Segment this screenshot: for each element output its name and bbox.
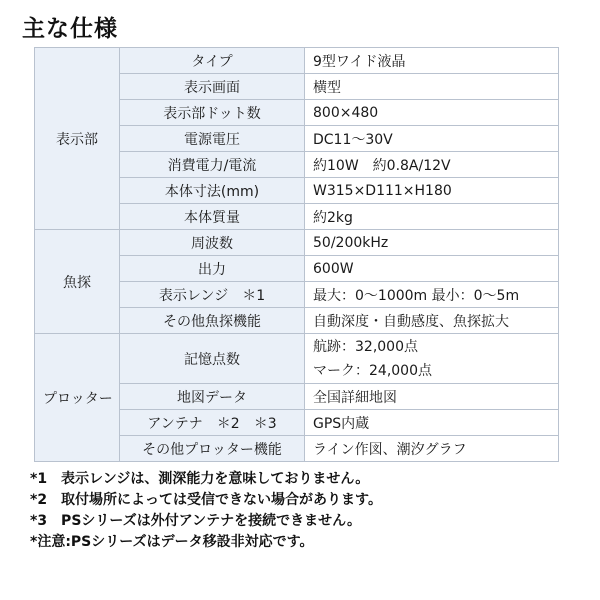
spec-value-line: 航跡：32,000点 bbox=[313, 338, 418, 355]
spec-label: 消費電力/電流 bbox=[120, 152, 305, 178]
footnotes bbox=[30, 469, 382, 553]
spec-value: 最大：0〜1000m 最小：0〜5m bbox=[305, 282, 559, 308]
table-row bbox=[35, 230, 559, 256]
category-fishfinder: 魚探 bbox=[35, 230, 120, 334]
spec-value-multiline bbox=[305, 334, 559, 384]
spec-value: 全国詳細地図 bbox=[305, 384, 559, 410]
spec-value: ライン作図、潮汐グラフ bbox=[305, 436, 559, 462]
spec-label: 表示画面 bbox=[120, 74, 305, 100]
spec-label: 表示レンジ ＊1 bbox=[120, 282, 305, 308]
spec-label: タイプ bbox=[120, 48, 305, 74]
spec-label: 地図データ bbox=[120, 384, 305, 410]
spec-label: 記憶点数 bbox=[120, 334, 305, 384]
spec-label: その他プロッター機能 bbox=[120, 436, 305, 462]
spec-value: 約2kg bbox=[305, 204, 559, 230]
spec-value: DC11〜30V bbox=[305, 126, 559, 152]
spec-value: 50/200kHz bbox=[305, 230, 559, 256]
spec-value: 自動深度・自動感度、魚探拡大 bbox=[305, 308, 559, 334]
spec-label: その他魚探機能 bbox=[120, 308, 305, 334]
spec-value-line: マーク：24,000点 bbox=[313, 362, 432, 379]
table-row bbox=[35, 334, 559, 384]
footnote: *注意:PSシリーズはデータ移設非対応です。 bbox=[30, 534, 314, 550]
spec-value: W315×D111×H180 bbox=[305, 178, 559, 204]
footnote: *2 取付場所によっては受信できない場合があります。 bbox=[30, 492, 382, 508]
footnote: *3 PSシリーズは外付アンテナを接続できません。 bbox=[30, 513, 361, 529]
spec-label: 電源電圧 bbox=[120, 126, 305, 152]
category-display: 表示部 bbox=[35, 48, 120, 230]
spec-label: 表示部ドット数 bbox=[120, 100, 305, 126]
spec-value: 800×480 bbox=[305, 100, 559, 126]
spec-value: GPS内蔵 bbox=[305, 410, 559, 436]
category-plotter: プロッター bbox=[35, 334, 120, 462]
spec-table bbox=[34, 47, 559, 462]
spec-label: 本体質量 bbox=[120, 204, 305, 230]
spec-value: 横型 bbox=[305, 74, 559, 100]
spec-label: アンテナ ＊2 ＊3 bbox=[120, 410, 305, 436]
spec-label: 周波数 bbox=[120, 230, 305, 256]
spec-value: 600W bbox=[305, 256, 559, 282]
page-title: 主な仕様 bbox=[22, 16, 118, 42]
spec-label: 出力 bbox=[120, 256, 305, 282]
footnote: *1 表示レンジは、測深能力を意味しておりません。 bbox=[30, 471, 370, 487]
spec-value: 約10W 約0.8A/12V bbox=[305, 152, 559, 178]
spec-value: 9型ワイド液晶 bbox=[305, 48, 559, 74]
spec-label: 本体寸法(mm) bbox=[120, 178, 305, 204]
table-row bbox=[35, 48, 559, 74]
